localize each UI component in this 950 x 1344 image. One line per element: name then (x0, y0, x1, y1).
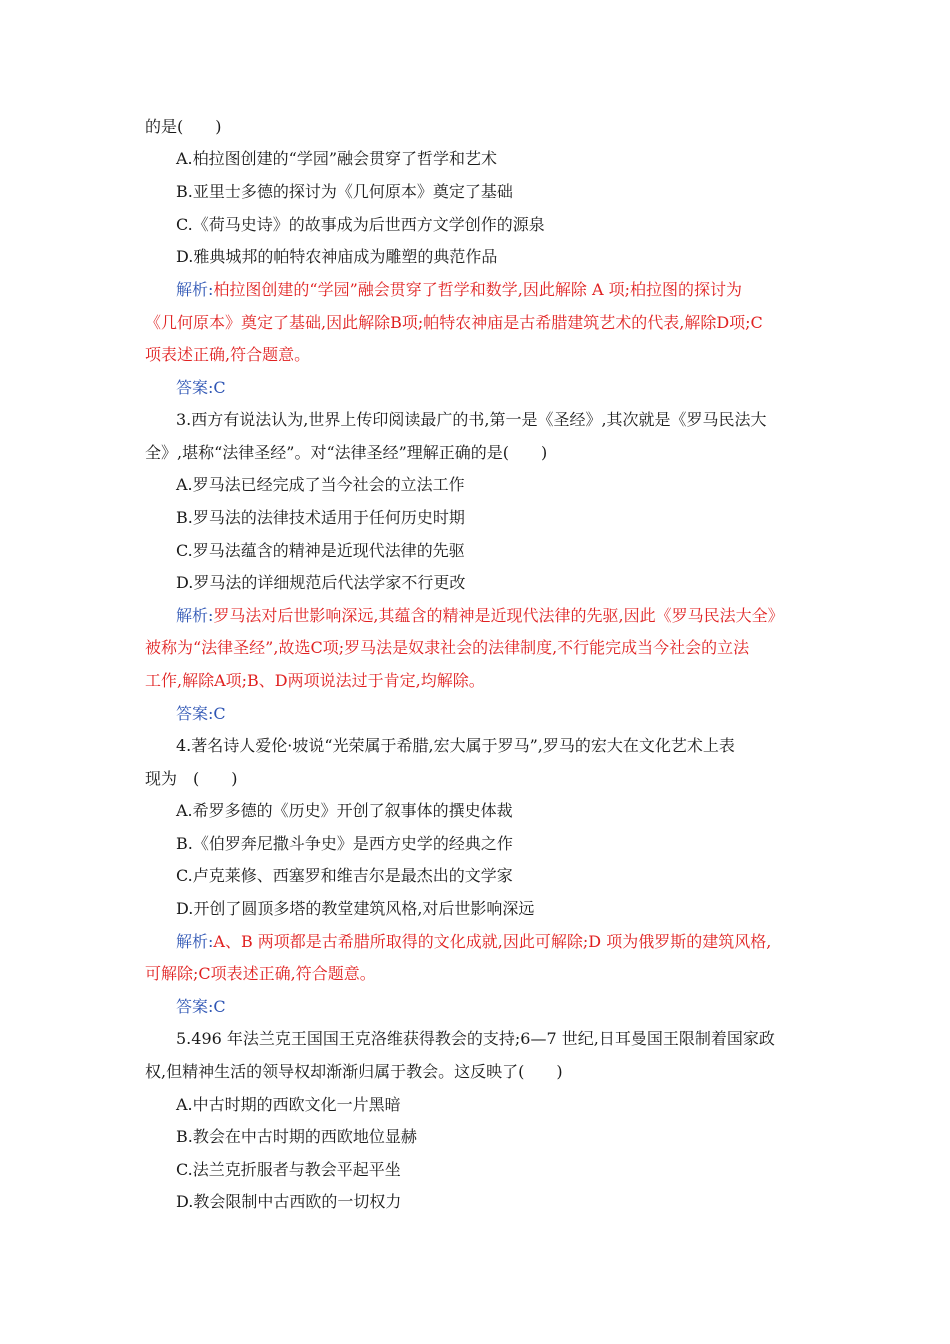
q3-stem-line-2: 全》,堪称“法律圣经”。对“法律圣经”理解正确的是( ) (145, 443, 548, 462)
q3-analysis-line-1 (176, 605, 784, 627)
q2-option-d: D.雅典城邦的帕特农神庙成为雕塑的典范作品 (176, 247, 498, 266)
q3-analysis-line-3: 工作,解除A项;B、D两项说法过于肯定,均解除。 (145, 671, 485, 690)
q5-stem-line-2: 权,但精神生活的领导权却渐渐归属于教会。这反映了( ) (145, 1062, 563, 1081)
q5-stem-line-1: 5.496 年法兰克王国国王克洛维获得教会的支持;6—7 世纪,日耳曼国王限制着国家政 (176, 1029, 775, 1048)
q2-stem-tail: 的是( ) (145, 117, 222, 136)
q4-answer: 答案:C (176, 997, 226, 1016)
q3-analysis-line-2: 被称为“法律圣经”,故选C项;罗马法是奴隶社会的法律制度,不行能完成当今社会的立法 (145, 638, 750, 657)
q2-option-a: A.柏拉图创建的“学园”融会贯穿了哲学和艺术 (176, 149, 498, 168)
q4-option-a: A.希罗多德的《历史》开创了叙事体的撰史体裁 (176, 801, 513, 820)
q4-analysis-line-2: 可解除;C项表述正确,符合题意。 (145, 964, 376, 983)
q3-option-c: C.罗马法蕴含的精神是近现代法律的先驱 (176, 541, 465, 560)
q2-analysis-line-3: 项表述正确,符合题意。 (145, 345, 311, 364)
q3-answer: 答案:C (176, 704, 226, 723)
q5-option-a: A.中古时期的西欧文化一片黑暗 (176, 1095, 401, 1114)
q5-option-c: C.法兰克折服者与教会平起平坐 (176, 1160, 401, 1179)
q2-analysis-line-2: 《几何原本》奠定了基础,因此解除B项;帕特农神庙是古希腊建筑艺术的代表,解除D项;C (145, 313, 763, 332)
q2-option-c: C.《荷马史诗》的故事成为后世西方文学创作的源泉 (176, 215, 545, 234)
q3-analysis-label: 解析: (176, 606, 214, 625)
q3-option-b: B.罗马法的法律技术适用于任何历史时期 (176, 508, 465, 527)
q2-answer: 答案:C (176, 378, 226, 397)
q4-stem-line-2: 现为 ( ) (145, 769, 238, 788)
q3-option-a: A.罗马法已经完成了当今社会的立法工作 (176, 475, 465, 494)
q3-option-d: D.罗马法的详细规范后代法学家不行更改 (176, 573, 466, 592)
q5-option-b: B.教会在中古时期的西欧地位显赫 (176, 1127, 417, 1146)
q4-stem-line-1: 4.著名诗人爱伦·坡说“光荣属于希腊,宏大属于罗马”,罗马的宏大在文化艺术上表 (176, 736, 735, 755)
q4-option-b: B.《伯罗奔尼撒斗争史》是西方史学的经典之作 (176, 834, 513, 853)
q3-analysis-text: 罗马法对后世影响深远,其蕴含的精神是近现代法律的先驱,因此《罗马民法大全》 (213, 606, 784, 625)
q3-stem-line-1: 3.西方有说法认为,世界上传印阅读最广的书,第一是《圣经》,其次就是《罗马民法大 (176, 410, 767, 429)
q4-analysis-text: A、B 两项都是古希腊所取得的文化成就,因此可解除;D 项为俄罗斯的建筑风格, (213, 932, 772, 951)
q2-analysis-text: 柏拉图创建的“学园”融会贯穿了哲学和数学,因此解除 A 项;柏拉图的探讨为 (213, 280, 742, 299)
q4-option-d: D.开创了圆顶多塔的教堂建筑风格,对后世影响深远 (176, 899, 535, 918)
q2-analysis-line-1 (176, 279, 742, 301)
q2-option-b: B.亚里士多德的探讨为《几何原本》奠定了基础 (176, 182, 513, 201)
q5-option-d: D.教会限制中古西欧的一切权力 (176, 1192, 402, 1211)
q4-analysis-label: 解析: (176, 932, 214, 951)
q2-analysis-label: 解析: (176, 280, 214, 299)
q4-option-c: C.卢克莱修、西塞罗和维吉尔是最杰出的文学家 (176, 866, 513, 885)
q4-analysis-line-1 (176, 931, 771, 953)
